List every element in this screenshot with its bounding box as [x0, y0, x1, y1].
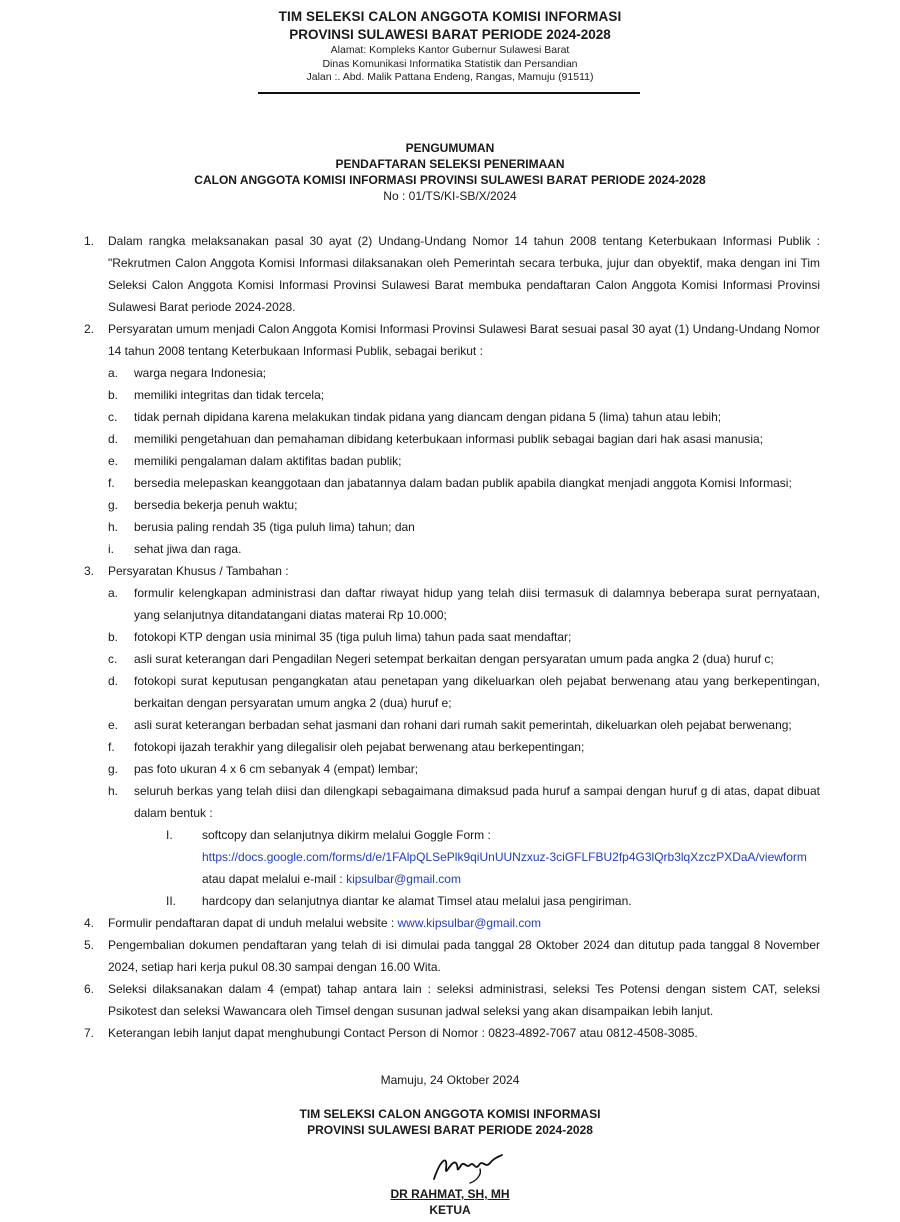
sub-text: bersedia bekerja penuh waktu;: [134, 498, 298, 512]
sub-item-2d: [108, 428, 820, 450]
sub-item-2i: [108, 538, 820, 560]
sub-letter: i.: [108, 542, 114, 556]
sub-letter: e.: [108, 718, 119, 732]
sub-letter: g.: [108, 498, 119, 512]
sub-item-3c: [108, 648, 820, 670]
sub-letter: f.: [108, 476, 115, 490]
sub-letter: c.: [108, 410, 118, 424]
item-number: 3.: [84, 564, 95, 578]
announcement-number: No : 01/TS/KI-SB/X/2024: [383, 189, 517, 203]
signer: [0, 1186, 900, 1218]
sub-text: seluruh berkas yang telah diisi dan dilengkapi sebagaimana dimaksud pada huruf a sampai dengan huruf g di atas, dapat dibuat dalam bentuk :: [134, 784, 820, 820]
sub-text: warga negara Indonesia;: [134, 366, 267, 380]
item-number: 5.: [84, 938, 95, 952]
sub-item-2g: [108, 494, 820, 516]
handwritten-signature: [430, 1143, 510, 1187]
sub-letter: a.: [108, 586, 119, 600]
sub-letter: g.: [108, 762, 119, 776]
sub-letter: d.: [108, 674, 119, 688]
item-number: 6.: [84, 982, 95, 996]
sub-item-3d: [108, 670, 820, 714]
sub-letter: h.: [108, 784, 119, 798]
sub-text: formulir kelengkapan administrasi dan daftar riwayat hidup yang telah diisi termasuk di dalamnya beberapa surat pernyataan, yang selanjutnya ditandatangani diatas materai Rp 10.000;: [134, 586, 820, 622]
item-number: 1.: [84, 234, 95, 248]
item-number: 7.: [84, 1026, 95, 1040]
list-item-1: [84, 230, 820, 318]
letterhead-divider: [258, 92, 640, 94]
sub-text: memiliki integritas dan tidak tercela;: [134, 388, 325, 402]
sub-text: fotokopi KTP dengan usia minimal 35 (tiga puluh lima) tahun pada saat mendaftar;: [134, 630, 572, 644]
list-item-7: [84, 1022, 820, 1044]
sub-text: memiliki pengetahuan dan pemahaman dibidang keterbukaan informasi publik sebagai bagian dari hak asasi manusia;: [134, 432, 764, 446]
sub-text: pas foto ukuran 4 x 6 cm sebanyak 4 (empat) lembar;: [134, 762, 419, 776]
list-item-2: [84, 318, 820, 560]
roman-numeral: I.: [166, 828, 173, 842]
sub-item-3e: [108, 714, 820, 736]
item-text: Keterangan lebih lanjut dapat menghubungi Contact Person di Nomor : 0823-4892-7067 atau 0812-4508-3085.: [108, 1026, 698, 1040]
signatory-org-1: TIM SELEKSI CALON ANGGOTA KOMISI INFORMASI: [299, 1107, 601, 1121]
roman-item-1: [166, 824, 820, 890]
sub-text: bersedia melepaskan keanggotaan dan jabatannya dalam badan publik apabila diangkat menjadi anggota Komisi Informasi;: [134, 476, 792, 490]
item-number: 2.: [84, 322, 95, 336]
item-text: Persyaratan umum menjadi Calon Anggota Komisi Informasi Provinsi Sulawesi Barat sesuai pasal 30 ayat (1) Undang-Undang Nomor 14 tahun 2008 tentang Keterbukaan Informasi Publik, sebagai berikut :: [108, 322, 820, 358]
sub-text: fotokopi ijazah terakhir yang dilegalisir oleh pejabat berwenang atau berkepentingan;: [134, 740, 585, 754]
heading-line-1: PENGUMUMAN: [405, 141, 495, 155]
heading-line-2: PENDAFTARAN SELEKSI PENERIMAAN: [335, 157, 565, 171]
sub-item-2a: [108, 362, 820, 384]
email-prefix: atau dapat melalui e-mail :: [202, 872, 347, 886]
item-text: Dalam rangka melaksanakan pasal 30 ayat (2) Undang-Undang Nomor 14 tahun 2008 tentang Keterbukaan Informasi Publik : "Rekrutmen Calon Anggota Komisi Informasi dilaksanakan oleh Pemerintah secara terbuka, jujur dan obyektif, maka dengan ini Tim Seleksi Calon Anggota Komisi Informasi Provinsi Sulawesi Barat membuka pendaftaran Calon Anggota Komisi Informasi Provinsi Sulawesi Barat periode 2024-2028.: [108, 234, 820, 314]
sub-text: berusia paling rendah 35 (tiga puluh lima) tahun; dan: [134, 520, 415, 534]
sub-item-2b: [108, 384, 820, 406]
sub-item-3h: [108, 780, 820, 912]
item-text: Pengembalian dokumen pendaftaran yang telah di isi dimulai pada tanggal 28 Oktober 2024 dan ditutup pada tanggal 8 November 2024, setiap hari kerja pukul 08.30 sampai dengan 16.00 Wita.: [108, 938, 820, 974]
roman-text: softcopy dan selanjutnya dikirm melalui Goggle Form :: [202, 828, 491, 842]
item-text: Seleksi dilaksanakan dalam 4 (empat) tahap antara lain : seleksi administrasi, seleksi Tes Potensi dengan sistem CAT, seleksi Psikotest dan seleksi Wawancara oleh Timsel dengan susunan jadwal seleksi yang akan disampaikan lebih lanjut.: [108, 982, 820, 1018]
sub-item-2e: [108, 450, 820, 472]
signer-name: DR RAHMAT, SH, MH: [390, 1187, 510, 1201]
heading-line-3: CALON ANGGOTA KOMISI INFORMASI PROVINSI SULAWESI BARAT PERIODE 2024-2028: [194, 173, 706, 187]
sub-letter: h.: [108, 520, 119, 534]
roman-text: hardcopy dan selanjutnya diantar ke alamat Timsel atau melalui jasa pengiriman.: [202, 894, 632, 908]
item-text: Persyaratan Khusus / Tambahan :: [108, 564, 289, 578]
sub-text: fotokopi surat keputusan pengangkatan atau penetapan yang dikeluarkan oleh pejabat berwenang atau yang berkepentingan, berkaitan dengan persyaratan umum angka 2 (dua) huruf e;: [134, 674, 820, 710]
item-number: 4.: [84, 916, 95, 930]
letterhead-title-1: TIM SELEKSI CALON ANGGOTA KOMISI INFORMASI: [278, 9, 622, 24]
sub-item-3a: [108, 582, 820, 626]
letterhead: [0, 8, 900, 85]
sub-text: tidak pernah dipidana karena melakukan tindak pidana yang diancam dengan pidana 5 (lima) tahun atau lebih;: [134, 410, 722, 424]
list-item-4: [84, 912, 820, 934]
sub-letter: e.: [108, 454, 119, 468]
sub-letter: a.: [108, 366, 119, 380]
sub-item-2h: [108, 516, 820, 538]
sub-letter: b.: [108, 630, 119, 644]
list-item-3: [84, 560, 820, 912]
sub-text: asli surat keterangan dari Pengadilan Negeri setempat berkaitan dengan persyaratan umum pada angka 2 (dua) huruf c;: [134, 652, 774, 666]
sub-letter: c.: [108, 652, 118, 666]
google-form-link[interactable]: https://docs.google.com/forms/d/e/1FAlpQLSePlk9qiUnUUNzxuz-3ciGFLFBU2fp4G3lQrb3lqXzczPXDaA/viewform: [202, 850, 807, 864]
sub-item-3g: [108, 758, 820, 780]
sub-text: sehat jiwa dan raga.: [134, 542, 242, 556]
roman-numeral: II.: [166, 894, 177, 908]
announcement-body: [84, 230, 820, 1044]
signatory-org-2: PROVINSI SULAWESI BARAT PERIODE 2024-2028: [307, 1123, 593, 1137]
item-text: Formulir pendaftaran dapat di unduh melalui website :: [108, 916, 398, 930]
sub-item-3f: [108, 736, 820, 758]
roman-item-2: [166, 890, 820, 912]
list-item-6: [84, 978, 820, 1022]
sub-letter: f.: [108, 740, 115, 754]
signature-block: [0, 1072, 900, 1138]
sub-item-3b: [108, 626, 820, 648]
sub-item-2c: [108, 406, 820, 428]
sub-letter: b.: [108, 388, 119, 402]
signer-role: KETUA: [429, 1203, 471, 1217]
website-link[interactable]: www.kipsulbar@gmail.com: [397, 916, 542, 930]
sub-item-2f: [108, 472, 820, 494]
list-item-5: [84, 934, 820, 978]
sub-text: asli surat keterangan berbadan sehat jasmani dan rohani dari rumah sakit pemerintah, dikeluarkan oleh pejabat berwenang;: [134, 718, 792, 732]
letterhead-title-2: PROVINSI SULAWESI BARAT PERIODE 2024-2028: [289, 27, 611, 42]
sub-text: memiliki pengalaman dalam aktifitas badan publik;: [134, 454, 402, 468]
letterhead-address-1: Alamat: Kompleks Kantor Gubernur Sulawesi Barat: [330, 44, 570, 56]
letterhead-address-2: Dinas Komunikasi Informatika Statistik dan Persandian: [322, 57, 578, 70]
place-date: Mamuju, 24 Oktober 2024: [380, 1073, 520, 1087]
letterhead-address-3: Jalan :. Abd. Malik Pattana Endeng, Rangas, Mamuju (91511): [306, 71, 594, 83]
email-link[interactable]: kipsulbar@gmail.com: [346, 872, 461, 886]
sub-letter: d.: [108, 432, 119, 446]
announcement-heading: [0, 140, 900, 204]
